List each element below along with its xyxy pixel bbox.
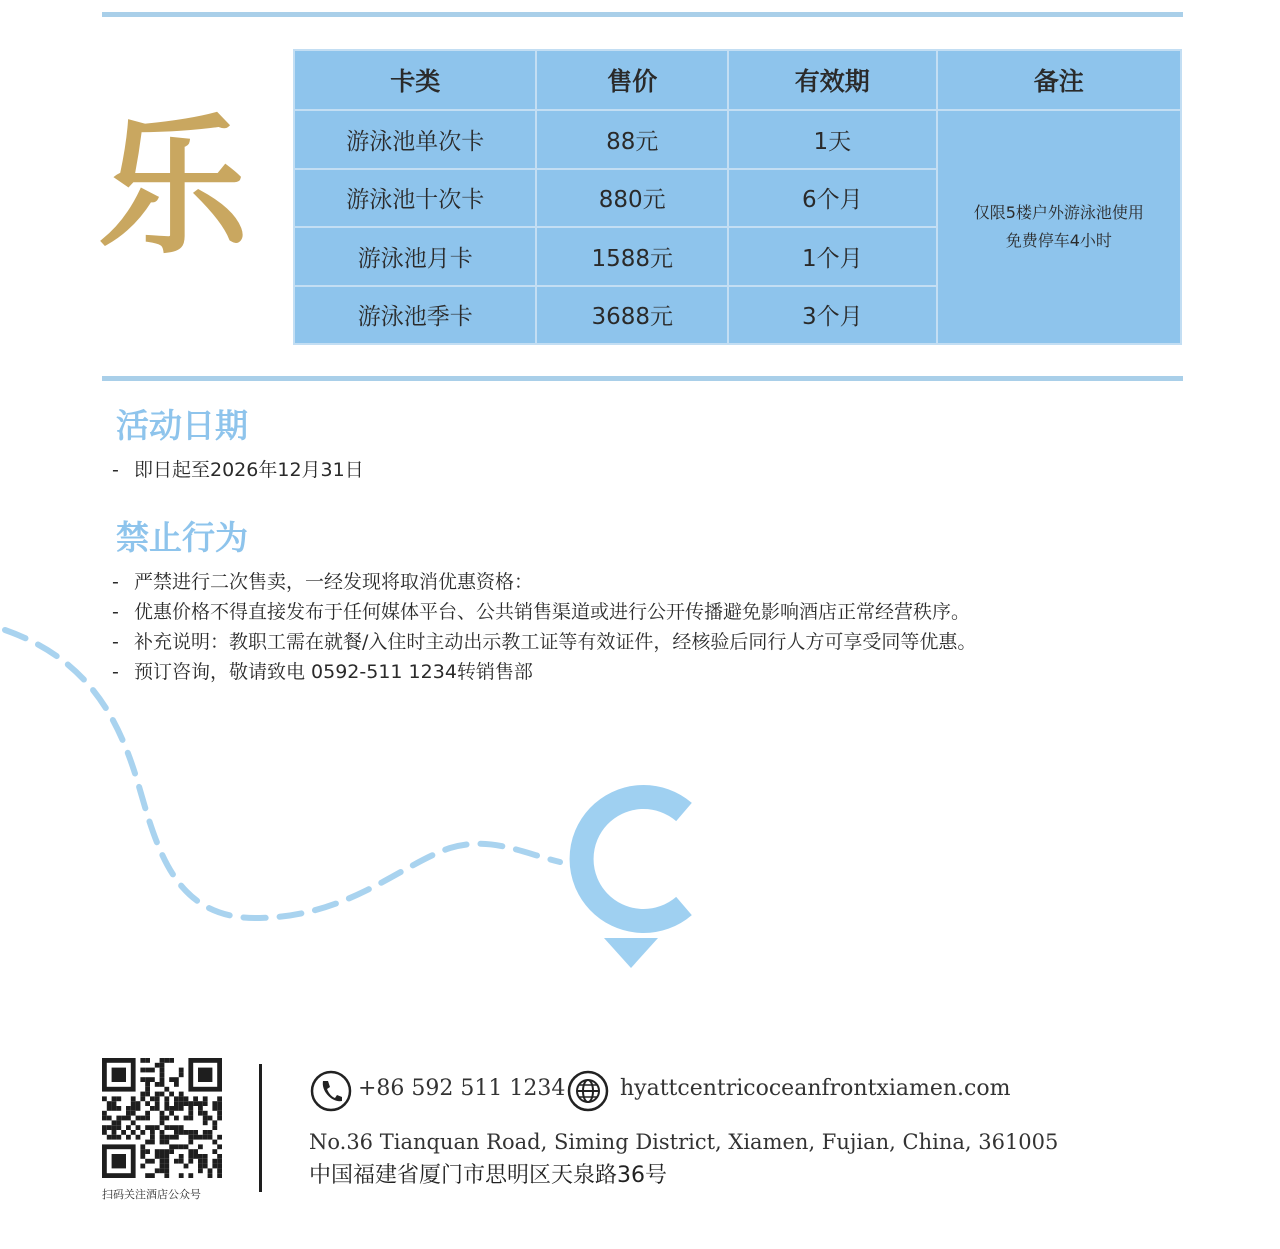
price-table — [293, 49, 1182, 345]
top-divider — [102, 12, 1183, 17]
address-chinese: 中国福建省厦门市思明区天泉路36号 — [309, 1163, 667, 1188]
globe-icon — [566, 1069, 610, 1113]
list-item-text: 优惠价格不得直接发布于任何媒体平台、公共销售渠道或进行公开传播避免影响酒店正常经营秩序。 — [134, 601, 971, 623]
bullet-dash: - — [112, 601, 119, 623]
card-type-cell: 游泳池季卡 — [294, 286, 536, 345]
price-cell: 880元 — [536, 169, 728, 228]
validity-cell: 6个月 — [728, 169, 937, 228]
list-item — [112, 455, 364, 485]
price-cell: 88元 — [536, 110, 728, 169]
dashed-path-decoration — [0, 600, 720, 980]
centric-logo-icon — [582, 797, 684, 968]
bullet-dash: - — [112, 459, 119, 481]
validity-cell: 3个月 — [728, 286, 937, 345]
price-cell: 1588元 — [536, 227, 728, 286]
phone-number[interactable]: +86 592 511 1234 — [358, 1076, 566, 1101]
feature-character: 乐 — [98, 101, 249, 275]
price-cell: 3688元 — [536, 286, 728, 345]
bullet-dash: - — [112, 631, 119, 653]
header-price: 售价 — [536, 50, 728, 110]
card-type-cell: 游泳池单次卡 — [294, 110, 536, 169]
section-divider — [102, 376, 1183, 381]
card-type-cell: 游泳池十次卡 — [294, 169, 536, 228]
validity-cell: 1天 — [728, 110, 937, 169]
remarks-cell — [937, 110, 1181, 344]
activity-list — [112, 455, 364, 485]
footer-divider — [259, 1064, 262, 1192]
list-item-text: 严禁进行二次售卖，一经发现将取消优惠资格： — [134, 571, 534, 593]
table-row — [294, 110, 1181, 169]
remarks-line: 免费停车4小时 — [1005, 231, 1112, 250]
qr-code — [102, 1058, 222, 1178]
qr-caption: 扫码关注酒店公众号 — [102, 1188, 201, 1201]
remarks-line: 仅限5楼户外游泳池使用 — [973, 203, 1144, 222]
list-item — [112, 567, 976, 597]
bullet-dash: - — [112, 571, 119, 593]
activity-heading: 活动日期 — [116, 406, 248, 445]
bullet-dash: - — [112, 661, 119, 683]
validity-cell: 1个月 — [728, 227, 937, 286]
address-english: No.36 Tianquan Road, Siming District, Xiamen, Fujian, China, 361005 — [309, 1130, 1059, 1154]
price-table-header — [294, 50, 1181, 110]
dashed-path — [5, 630, 560, 918]
prohibited-heading: 禁止行为 — [116, 518, 248, 557]
header-validity: 有效期 — [728, 50, 937, 110]
list-item-text: 即日起至2026年12月31日 — [134, 459, 364, 481]
card-type-cell: 游泳池月卡 — [294, 227, 536, 286]
list-item-text: 补充说明：教职工需在就餐/入住时主动出示教工证等有效证件，经核验后同行人方可享受同等优惠。 — [134, 631, 977, 653]
website-link[interactable]: hyattcentricoceanfrontxiamen.com — [620, 1076, 1011, 1101]
header-card-type: 卡类 — [294, 50, 536, 110]
header-remarks: 备注 — [937, 50, 1181, 110]
phone-icon — [309, 1069, 353, 1113]
list-item-text: 预订咨询，敬请致电 0592-511 1234转销售部 — [134, 661, 533, 683]
